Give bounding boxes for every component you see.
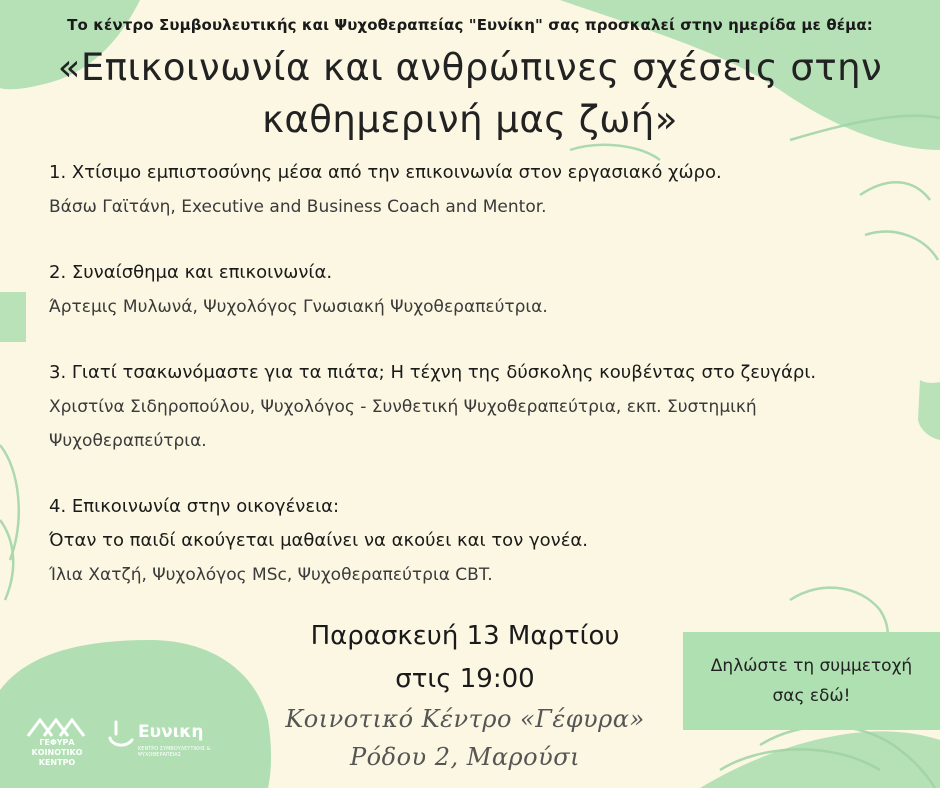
talk-subtitle: Όταν το παιδί ακούγεται μαθαίνει να ακούει και τον γονέα.: [49, 530, 589, 551]
event-title: [30, 42, 910, 146]
talk-item-3: [49, 356, 929, 458]
gefyra-logo-icon: [16, 714, 98, 740]
talk-speaker: Ίλια Χατζή, Ψυχολόγος MSc, Ψυχοθεραπεύτρια CBT.: [49, 565, 493, 585]
talk-speaker-cont: Ψυχοθεραπεύτρια.: [49, 431, 207, 451]
talk-item-1: [49, 156, 929, 224]
event-title-line2: καθημερινή μας ζωή»: [262, 98, 678, 141]
talk-speaker: Χριστίνα Σιδηροπούλου, Ψυχολόγος - Συνθετική Ψυχοθεραπεύτρια, εκπ. Συστημική: [49, 397, 757, 417]
register-label-line1: Δηλώστε τη συμμετοχή: [710, 656, 913, 676]
event-venue: [215, 700, 715, 776]
talk-item-2: [49, 256, 929, 324]
talk-title: 4. Επικοινωνία στην οικογένεια:: [49, 496, 340, 517]
talk-title: 2. Συναίσθημα και επικοινωνία.: [49, 262, 333, 283]
gefyra-logo-text: [16, 738, 98, 768]
talk-item-4: [49, 490, 929, 592]
talk-list: [49, 156, 929, 624]
intro-text: Το κέντρο Συμβουλευτικής και Ψυχοθεραπείας "Ευνίκη" σας προσκαλεί στην ημερίδα με θέμα:: [67, 16, 873, 34]
gefyra-logo-line3: ΚΕΝΤΡΟ: [38, 758, 76, 767]
register-label-line2: σας εδώ!: [772, 686, 851, 706]
event-title-line1: «Επικοινωνία και ανθρώπινες σχέσεις στην: [57, 46, 883, 89]
talk-title: 3. Γιατί τσακωνόμαστε για τα πιάτα; Η τέχνη της δύσκολης κουβέντας στο ζευγάρι.: [49, 362, 817, 383]
event-date: [250, 615, 680, 701]
venue-name: Κοινοτικό Κέντρο «Γέφυρα»: [285, 705, 645, 733]
gefyra-logo-line2: ΚΟΙΝΟΤΙΚΟ: [31, 748, 83, 757]
evniki-logo-icon: [106, 718, 136, 752]
gefyra-logo: [16, 714, 98, 776]
evniki-logo-subtitle: ΚΕΝΤΡΟ ΣΥΜΒΟΥΛΕΥΤΙΚΗΣ & ΨΥΧΟΘΕΡΑΠΕΙΑΣ: [138, 746, 211, 758]
talk-title: 1. Χτίσιμο εμπιστοσύνης μέσα από την επικοινωνία στον εργασιακό χώρο.: [49, 162, 722, 183]
talk-speaker: Βάσω Γαϊτάνη, Executive and Business Coach and Mentor.: [49, 197, 547, 217]
event-time: στις 19:00: [395, 664, 535, 694]
venue-address: Ρόδου 2, Μαρούσι: [350, 743, 580, 771]
evniki-logo: [106, 718, 236, 772]
talk-speaker: Άρτεμις Μυλωνά, Ψυχολόγος Γνωσιακή Ψυχοθεραπεύτρια.: [49, 297, 548, 317]
evniki-logo-name: Ευνικη: [138, 722, 204, 742]
event-day: Παρασκευή 13 Μαρτίου: [310, 621, 620, 651]
register-button[interactable]: [683, 632, 940, 730]
gefyra-logo-line1: ΓΕΦΥΡΑ: [39, 738, 75, 747]
